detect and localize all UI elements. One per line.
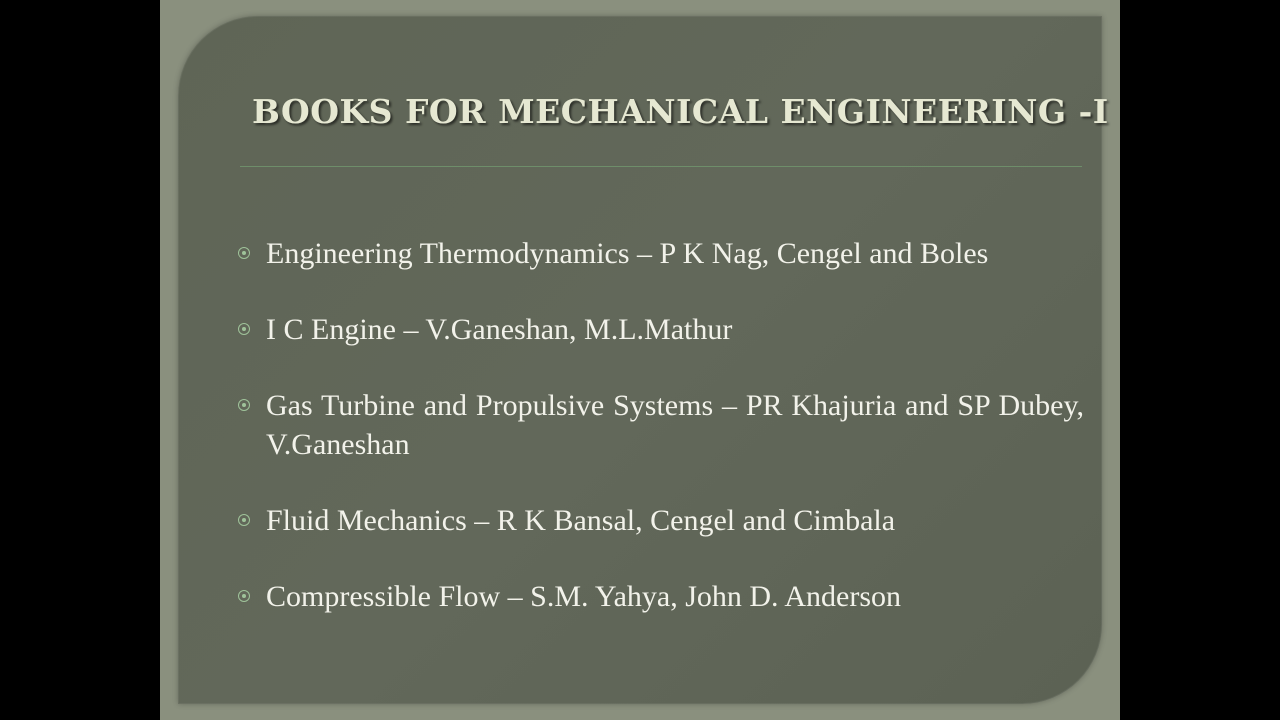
list-item xyxy=(234,386,1084,464)
list-item-text: I C Engine – V.Ganeshan, M.L.Mathur xyxy=(266,313,733,346)
list-item xyxy=(234,310,1084,349)
presentation-slide xyxy=(160,0,1120,720)
title-divider xyxy=(240,166,1082,167)
list-item xyxy=(234,577,1084,616)
circle-dot-bullet-icon xyxy=(238,514,250,526)
circle-dot-bullet-icon xyxy=(238,399,250,411)
list-item xyxy=(234,501,1084,540)
letterbox-right xyxy=(1120,0,1280,720)
list-item-text: Engineering Thermodynamics – P K Nag, Cengel and Boles xyxy=(266,237,989,270)
slide-content-panel xyxy=(178,16,1109,704)
list-item-text: Gas Turbine and Propulsive Systems – PR Khajuria and SP Dubey, V.Ganeshan xyxy=(266,389,1084,461)
list-item xyxy=(234,234,1084,273)
slide-title: BOOKS FOR MECHANICAL ENGINEERING -I xyxy=(252,92,1109,131)
book-list xyxy=(234,234,1084,616)
list-item-text: Fluid Mechanics – R K Bansal, Cengel and Cimbala xyxy=(266,504,896,537)
list-item-text: Compressible Flow – S.M. Yahya, John D. Anderson xyxy=(266,580,902,613)
circle-dot-bullet-icon xyxy=(238,590,250,602)
circle-dot-bullet-icon xyxy=(238,323,250,335)
circle-dot-bullet-icon xyxy=(238,247,250,259)
letterbox-left xyxy=(0,0,160,720)
